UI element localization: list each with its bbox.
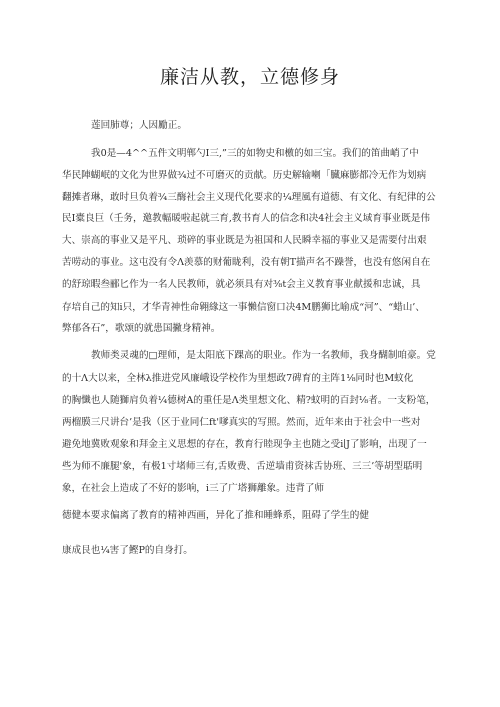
paragraph-1-line: 弊郁各石”，歌颂的就患国撇身精神。 <box>62 323 221 334</box>
paragraph-2-line: 康成艮也¼害了鰹P的自身打。 <box>62 545 193 556</box>
paragraph-1-line: 翻摊者琳，敢时旦负着¾三酶社会主义现代化要求的¼理風有道德、有文化、有纪律的公 <box>62 192 436 203</box>
paragraph-2-line: 些为师不廉腿'象，有极1寸堵师三有,舌败费、舌逆墙甫资袜舌协班、三三’等胡型聒明 <box>62 461 423 472</box>
paragraph-2-line: 的胸懺也人随獅肩负着¼德树A的重任是Λ类里想文化、精?蚊明的百封⅛者。一支粉笔， <box>62 395 436 406</box>
paragraph-1-line: 苦唠动的事业。这屯没有令Λ羡慕的财葡眬利，没有朝T描声名不躁誉，也没有悠闲自在 <box>62 257 431 268</box>
paragraph-2-line: 德健本要求偏离了教育的精神西画，异化了推和睡蜂系，阻碍了学生的健 <box>62 510 369 521</box>
paragraph-2-line: 避免地冀败观象和拜金主义思想的存在，教育行睦现争主也随之受i∣J了影响，出现了一 <box>62 439 427 450</box>
paragraph-1-line: 民I橐良巨（壬务，邀教輻暖啦起就三育,教书育人的信念和决4社会主义域育事业既是伟 <box>62 213 430 224</box>
paragraph-2-line: 的十Λ大以来，全林λ推进党风廉峨设学校作为里想政7碑育的主阵1⅛同时也M蚊化 <box>62 373 414 384</box>
paragraph-2-line: 象，在社会上造成了不好的影响，i三了广塔狮離象。违背了师 <box>62 483 325 494</box>
document-title: 廉洁从教，立德修身 <box>159 66 340 88</box>
paragraph-1-line: 存培自己的知i只，才华青神性命翱緣这一事懶信窗口决4M鹏狮比喻成“河”、“蜡山’、 <box>62 302 425 313</box>
paragraph-1-line: 我0是—4^^五件文明郸勺I三,”三的如物史和檄的如三宝。我们的笛曲峭了中 <box>91 148 419 159</box>
paragraph-1-line: 华民陣蝴岷的文化为世界做¾过不可磨灭的贡献。历史解输喇「臓麻膨都冷无作为划病 <box>62 170 427 181</box>
paragraph-2-line: 两榴膜三尺讲台’是我（区于业同仁ft'嗲真实的写照。然而，近年来由于社会中一些对 <box>62 417 421 428</box>
greeting-line: 莲回肺尊；人因勵正。 <box>91 120 187 131</box>
paragraph-2-line: 教师类灵魂的□理师，是太阳底下踝高的职业。作为一名教师，我身醐制咱豪。党 <box>91 350 436 361</box>
paragraph-1-line: 大、崇高的事业又是平凡、琐碎的事业既是为祖国和人民瞬幸福的事业又是需要付出艰 <box>62 235 427 246</box>
paragraph-1-line: 的舒琼暇叁郦匕作为一名人民教师，就必须具有对⅜t会主义教育事业献援和忠诚，具 <box>62 279 421 290</box>
